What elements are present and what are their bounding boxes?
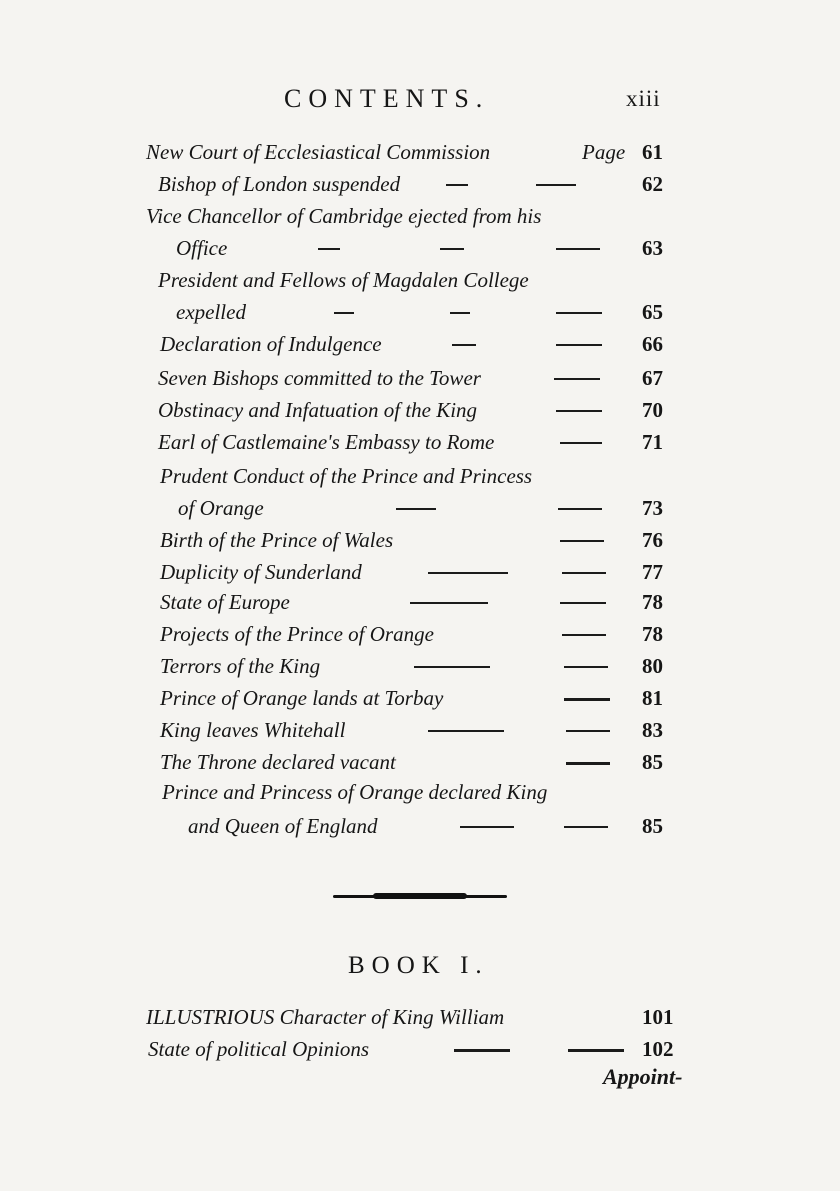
entry-page-number: 101 [642,1005,674,1029]
leader-dash [318,248,340,250]
entry-title: Vice Chancellor of Cambridge ejected from his [146,204,542,228]
leader-dash [558,508,602,510]
entry-title: Prince and Princess of Orange declared King [162,780,548,804]
leader-dash [460,826,514,828]
catchword: Appoint- [603,1064,683,1089]
entry-page-number: 71 [642,430,663,454]
leader-dash [556,248,600,250]
leader-dash [556,410,602,412]
contents-entry [0,363,840,393]
contents-entry [0,395,840,425]
leader-dash [562,634,606,636]
entry-page-number: 76 [642,528,663,552]
contents-entry [0,169,840,199]
entry-page-number: 61 [642,140,663,164]
leader-dash [562,572,606,574]
book-heading: BOOK I. [348,952,489,979]
contents-entry [0,777,840,807]
entry-title: Office [176,236,228,260]
leader-dash [440,248,464,250]
page-label: Page [582,140,626,164]
entry-page-number: 85 [642,750,663,774]
leader-dash [556,312,602,314]
entry-title: Bishop of London suspended [158,172,401,196]
contents-entry [0,201,840,231]
entry-title: Declaration of Indulgence [160,332,382,356]
leader-dash [428,730,504,732]
entry-page-number: 63 [642,236,663,260]
leader-dash [334,312,354,314]
contents-entry [0,329,840,359]
contents-entry [0,619,840,649]
leader-dash [568,1049,624,1052]
contents-entry [0,461,840,491]
leader-dash [414,666,490,668]
entry-title: President and Fellows of Magdalen College [158,268,529,292]
entry-page-number: 67 [642,366,663,390]
entry-title: ILLUSTRIOUS Character of King William [146,1005,505,1029]
contents-entry [0,233,840,263]
contents-entry [0,137,840,167]
leader-dash [556,344,602,346]
entry-title: of Orange [178,496,264,520]
entry-page-number: 73 [642,496,663,520]
entry-title: Prudent Conduct of the Prince and Princess [160,464,533,488]
entry-title: Earl of Castlemaine's Embassy to Rome [158,430,495,454]
contents-entry [0,1034,840,1064]
contents-entry [0,525,840,555]
entry-page-number: 80 [642,654,663,678]
leader-dash [410,602,488,604]
entry-title: King leaves Whitehall [160,718,346,742]
leader-dash [396,508,436,510]
entry-title: Seven Bishops committed to the Tower [158,366,481,390]
leader-dash [564,698,610,701]
entry-title: New Court of Ecclesiastical Commission [146,140,491,164]
contents-entry [0,683,840,713]
entry-page-number: 85 [642,814,663,838]
entry-title: State of Europe [160,590,290,614]
entry-title: State of political Opinions [148,1037,370,1061]
contents-entry [0,265,840,295]
entry-page-number: 65 [642,300,663,324]
entry-title: Birth of the Prince of Wales [160,528,394,552]
contents-entry [0,587,840,617]
entry-page-number: 78 [642,590,663,614]
entry-title: Projects of the Prince of Orange [160,622,434,646]
entry-page-number: 81 [642,686,663,710]
contents-entry [0,1002,840,1032]
entry-page-number: 70 [642,398,663,422]
contents-entry [0,557,840,587]
entry-page-number: 62 [642,172,663,196]
leader-dash [452,344,476,346]
divider-thick-bar [373,893,467,899]
contents-entry [0,747,840,777]
leader-dash [560,442,602,444]
running-head-title: CONTENTS. [284,84,490,113]
leader-dash [536,184,576,186]
entry-title: Obstinacy and Infatuation of the King [158,398,478,422]
leader-dash [454,1049,510,1052]
leader-dash [566,762,610,765]
leader-dash [446,184,468,186]
entry-page-number: 102 [642,1037,674,1061]
section-divider-rule [333,893,507,899]
leader-dash [560,540,604,542]
entry-page-number: 78 [642,622,663,646]
leader-dash [554,378,600,380]
entry-title: Duplicity of Sunderland [160,560,362,584]
entry-title: Prince of Orange lands at Torbay [160,686,444,710]
leader-dash [450,312,470,314]
contents-entry [0,811,840,841]
entry-title: The Throne declared vacant [160,750,396,774]
contents-entry [0,651,840,681]
entry-title: expelled [176,300,246,324]
contents-entry [0,493,840,523]
contents-entry [0,297,840,327]
contents-entry [0,427,840,457]
leader-dash [560,602,606,604]
entry-title: Terrors of the King [160,654,321,678]
entry-title: and Queen of England [188,814,378,838]
entry-page-number: 83 [642,718,663,742]
leader-dash [428,572,508,574]
leader-dash [566,730,610,732]
running-head [0,84,840,120]
leader-dash [564,826,608,828]
entry-page-number: 77 [642,560,663,584]
leader-dash [564,666,608,668]
contents-entry [0,715,840,745]
entry-page-number: 66 [642,332,663,356]
running-head-page-number: xiii [626,86,661,111]
